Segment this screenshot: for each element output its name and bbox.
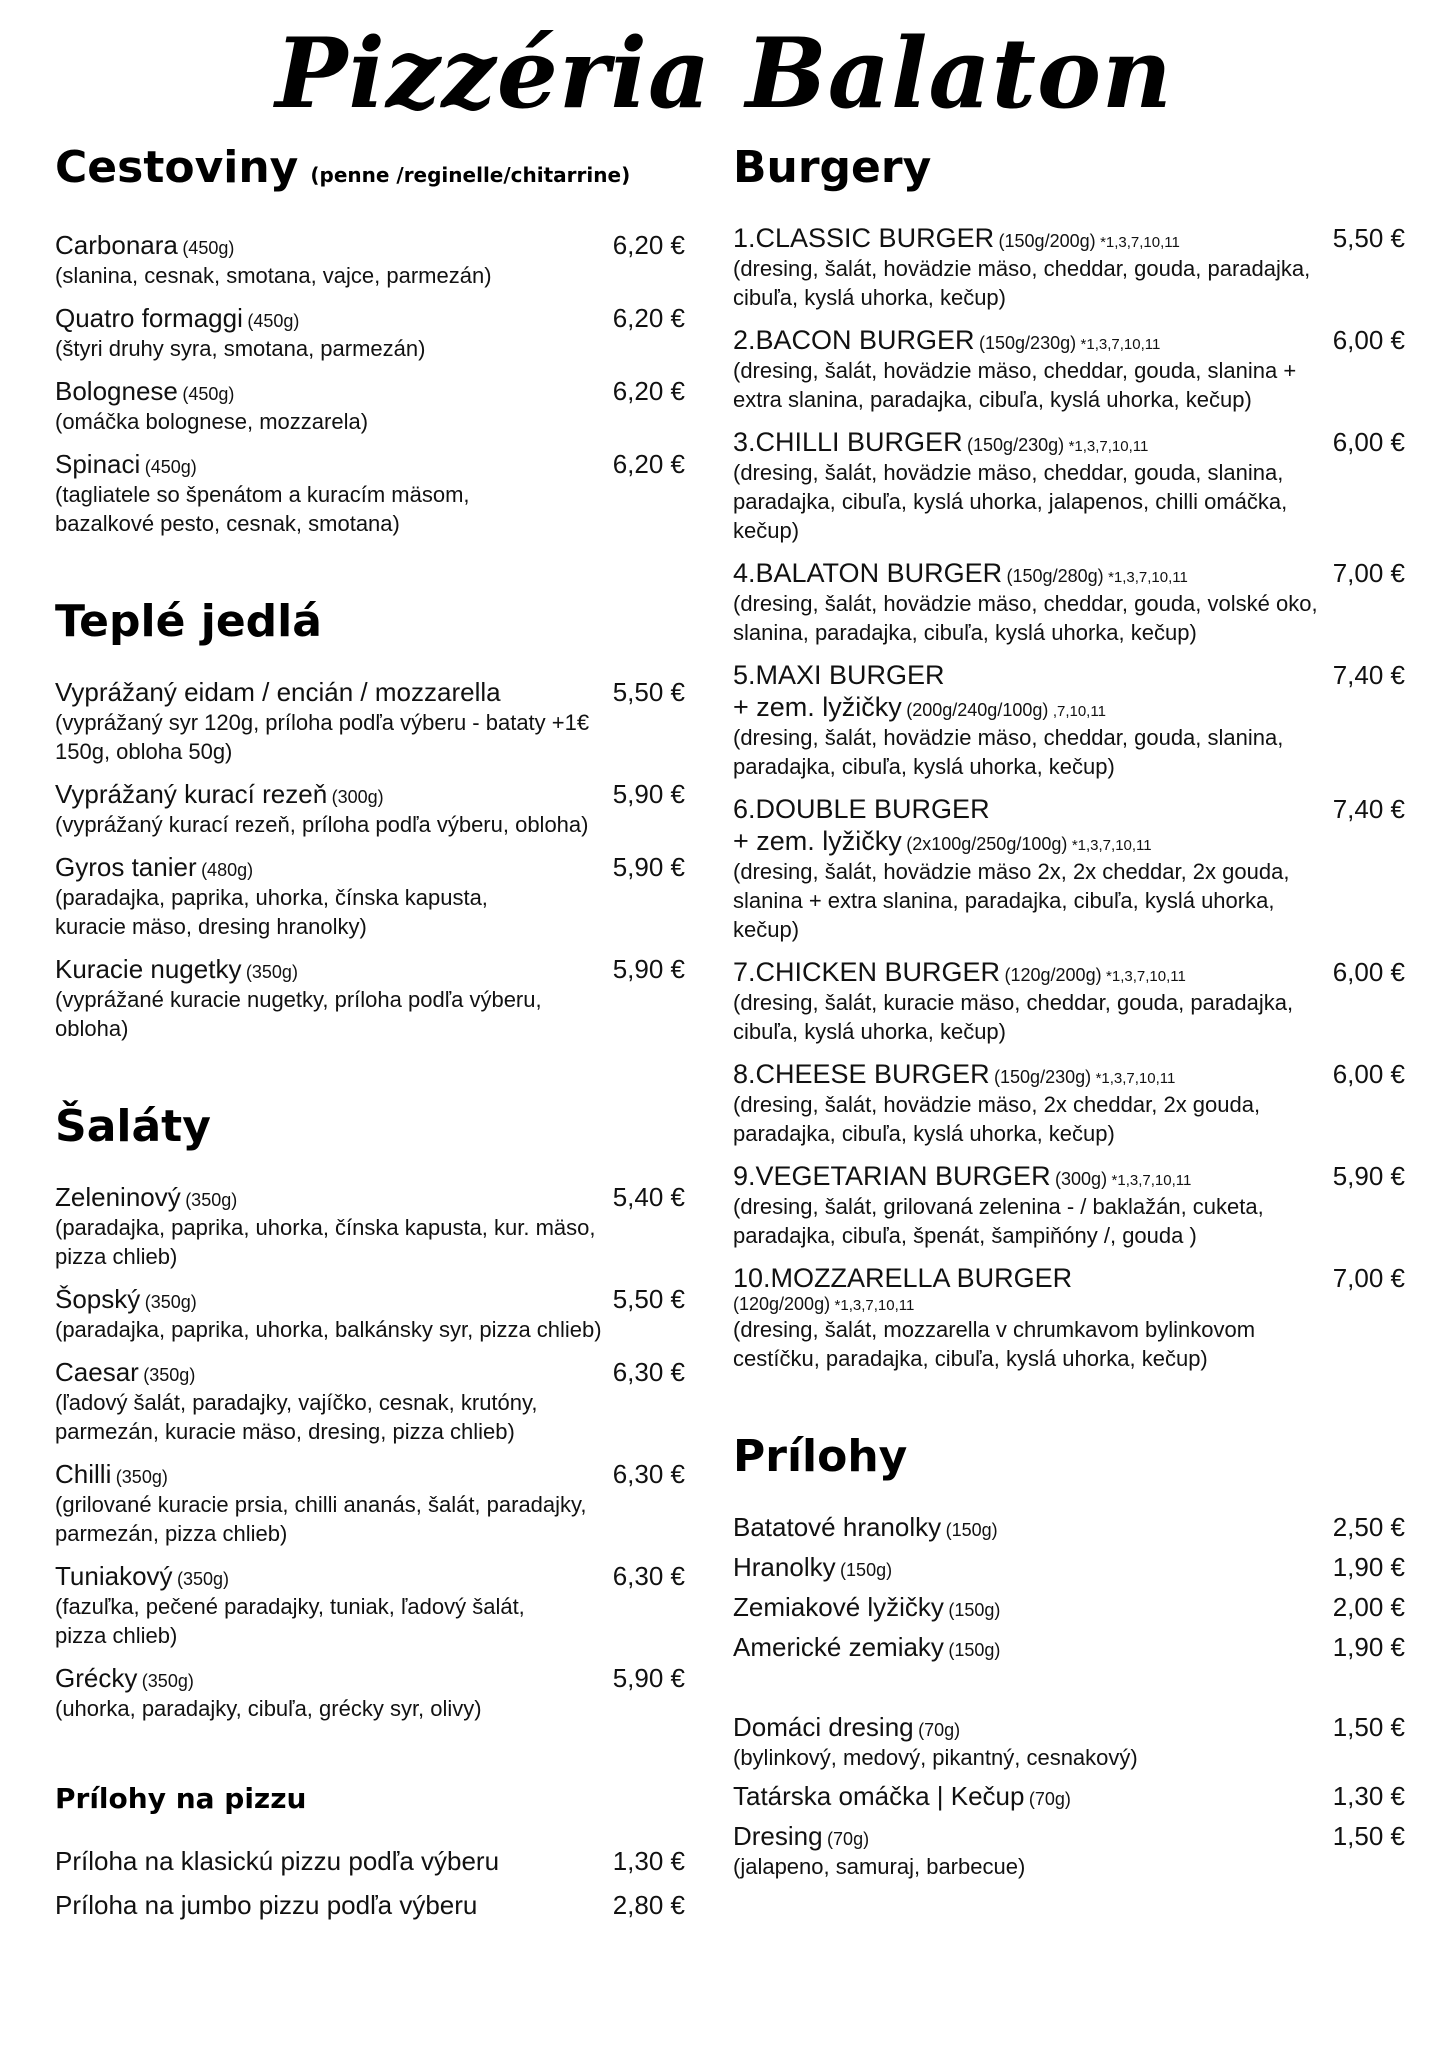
menu-item-extra: + zem. lyžičky (733, 826, 902, 856)
menu-item-name: Carbonara (55, 230, 178, 260)
menu-item (733, 1820, 1405, 1881)
menu-item-weight: (350g) (177, 1569, 230, 1589)
menu-item-title (55, 1662, 194, 1694)
menu-item (733, 1058, 1405, 1148)
menu-item-name: 4.BALATON BURGER (733, 558, 1003, 588)
menu-item-name: Príloha na klasickú pizzu podľa výberu (55, 1846, 500, 1876)
menu-item-description: (dresing, šalát, mozzarella v chrumkavom bylinkovom cestíčku, paradajka, cibuľa, kyslá uhorka, kečup) (733, 1317, 1256, 1371)
menu-item-name: Hranolky (733, 1552, 836, 1582)
menu-item (733, 1511, 1405, 1543)
menu-item-weight: (2x100g/250g/100g) (906, 834, 1068, 854)
menu-item (733, 222, 1405, 312)
section-heading: Šaláty (55, 1101, 211, 1152)
menu-item-price: 5,50 € (612, 1284, 685, 1314)
menu-item-price: 6,20 € (612, 449, 685, 479)
menu-item-price: 6,30 € (612, 1357, 685, 1387)
menu-item-price: 5,50 € (612, 677, 685, 707)
menu-list (55, 229, 685, 538)
menu-item-description: (slanina, cesnak, smotana, vajce, parmezán) (55, 263, 492, 288)
menu-item-weight: (350g) (115, 1467, 168, 1487)
menu-item-weight: (70g) (827, 1829, 870, 1849)
menu-item-allergens: *1,3,7,10,11 (1100, 234, 1180, 251)
restaurant-title: Pizzéria Balaton (275, 17, 1173, 130)
menu-item (733, 1160, 1405, 1250)
menu-item-weight: (150g) (840, 1560, 893, 1580)
menu-item-description: (grilované kuracie prsia, chilli ananás, šalát, paradajky, parmezán, pizza chlieb) (55, 1492, 587, 1546)
menu-item-price: 7,40 € (1332, 660, 1405, 690)
menu-item-description: (omáčka bolognese, mozzarela) (55, 409, 369, 434)
menu-item-weight: (150g/230g) (967, 435, 1065, 455)
menu-item-weight: (350g) (185, 1190, 238, 1210)
menu-item-title (733, 1551, 892, 1583)
menu-item-price: 5,90 € (612, 1663, 685, 1693)
menu-item-allergens: *1,3,7,10,11 (1106, 968, 1186, 985)
section-heading (55, 140, 685, 203)
menu-item-weight: (120g/200g) (733, 1294, 831, 1314)
menu-item-title (55, 1560, 229, 1592)
menu-item-title (55, 851, 253, 883)
menu-item-title (55, 448, 197, 480)
menu-item-description: (paradajka, paprika, uhorka, čínska kapusta, kur. mäso, pizza chlieb) (55, 1215, 596, 1269)
menu-item-name: 6.DOUBLE BURGER (733, 794, 990, 824)
menu-item-name: Caesar (55, 1357, 139, 1387)
menu-item (55, 375, 685, 436)
menu-item (733, 793, 1405, 944)
menu-item-description: (dresing, šalát, kuracie mäso, cheddar, gouda, paradajka, cibuľa, kyslá uhorka, kečup) (733, 990, 1294, 1044)
menu-item (733, 1780, 1405, 1812)
menu-item-price: 6,30 € (612, 1561, 685, 1591)
menu-item-description: (dresing, šalát, hovädzie mäso 2x, 2x cheddar, 2x gouda, slanina + extra slanina, paradajka, cibuľa, kyslá uhorka, kečup) (733, 859, 1290, 942)
menu-item-title (55, 676, 501, 708)
menu-item-price: 6,20 € (612, 376, 685, 406)
section-heading: Teplé jedlá (55, 596, 322, 647)
menu-item-allergens: *1,3,7,10,11 (1071, 837, 1152, 854)
menu-item-allergens: *1,3,7,10,11 (1068, 438, 1149, 455)
menu-item-name: 8.CHEESE BURGER (733, 1059, 990, 1089)
menu-item-description: (dresing, šalát, hovädzie mäso, cheddar, gouda, slanina + extra slanina, paradajka, cibuľa, kyslá uhorka, kečup) (733, 358, 1297, 412)
left-column (55, 140, 685, 1977)
menu-item-name: Spinaci (55, 449, 141, 479)
menu-item (733, 1711, 1405, 1772)
menu-item-row (55, 953, 685, 985)
menu-item-allergens: *1,3,7,10,11 (1108, 569, 1188, 586)
menu-item-subline (733, 1294, 1405, 1315)
menu-item (55, 1458, 685, 1548)
menu-item-row (55, 778, 685, 810)
menu-item-subline (733, 691, 1405, 723)
section-burgery (733, 140, 1405, 1373)
menu-item-name: 5.MAXI BURGER (733, 660, 945, 690)
menu-item-price: 2,50 € (1332, 1512, 1405, 1542)
menu-item-title (55, 1889, 477, 1921)
menu-item-name: Tatárska omáčka | Kečup (733, 1781, 1025, 1811)
menu-item (733, 956, 1405, 1046)
menu-item-description: (tagliatele so špenátom a kuracím mäsom, bazalkové pesto, cesnak, smotana) (55, 482, 470, 536)
menu-item (733, 1262, 1405, 1373)
menu-item-title (55, 1283, 197, 1315)
menu-item-row (733, 1820, 1405, 1852)
menu-list (733, 222, 1405, 1373)
menu-item-price: 5,90 € (612, 852, 685, 882)
menu-item-weight: (300g) (331, 787, 384, 807)
menu-item-price: 1,90 € (1332, 1552, 1405, 1582)
menu-item-description: (ľadový šalát, paradajky, vajíčko, cesnak, krutóny, parmezán, kuracie mäso, dresing, pizza chlieb) (55, 1390, 538, 1444)
menu-item-name: Batatové hranolky (733, 1512, 942, 1542)
menu-item-price: 5,90 € (612, 779, 685, 809)
menu-item-row (733, 1058, 1405, 1090)
menu-item-price: 2,80 € (612, 1890, 685, 1920)
menu-item (55, 676, 685, 766)
menu-item-title (733, 222, 1180, 254)
menu-item-title (55, 778, 384, 810)
menu-item-weight: (150g/280g) (1006, 566, 1104, 586)
menu-item-price: 5,50 € (1332, 223, 1405, 253)
menu-item (55, 229, 685, 290)
menu-item-description: (paradajka, paprika, uhorka, čínska kapusta, kuracie mäso, dresing hranolky) (55, 885, 488, 939)
heading-note: (penne /reginelle/chitarrine) (310, 163, 631, 187)
menu-item-name: 10.MOZZARELLA BURGER (733, 1263, 1073, 1293)
menu-item-price: 1,30 € (1332, 1781, 1405, 1811)
section-teple-jedla (55, 594, 685, 1043)
menu-item-title (733, 1711, 960, 1743)
menu-item-weight: (150g/230g) (979, 333, 1077, 353)
menu-item (55, 1662, 685, 1723)
menu-item (733, 1631, 1405, 1663)
menu-item-allergens: *1,3,7,10,11 (1080, 336, 1161, 353)
menu-item-weight: (450g) (182, 238, 235, 258)
menu-item (55, 1560, 685, 1650)
menu-item-title (733, 1262, 1072, 1294)
menu-item-name: Americké zemiaky (733, 1632, 944, 1662)
menu-item-row (55, 229, 685, 261)
menu-item-title (733, 793, 990, 825)
menu-item-name: Quatro formaggi (55, 303, 243, 333)
right-column (733, 140, 1405, 1937)
menu-item-weight: (450g) (247, 311, 300, 331)
menu-item-title (733, 1591, 1000, 1623)
menu-item-name: Dresing (733, 1821, 823, 1851)
menu-item-row (55, 1356, 685, 1388)
menu-item-subline (733, 825, 1405, 857)
menu-item-allergens: *1,3,7,10,11 (1095, 1070, 1176, 1087)
menu-item-title (733, 1058, 1175, 1090)
menu-item-weight: (70g) (918, 1720, 961, 1740)
menu-item-price: 1,90 € (1332, 1632, 1405, 1662)
menu-item-description: (štyri druhy syra, smotana, parmezán) (55, 336, 426, 361)
menu-item-description: (uhorka, paradajky, cibuľa, grécky syr, olivy) (55, 1696, 482, 1721)
menu-item-row (733, 956, 1405, 988)
menu-item-name: 1.CLASSIC BURGER (733, 223, 995, 253)
menu-item-row (733, 1711, 1405, 1743)
menu-item-name: Grécky (55, 1663, 138, 1693)
menu-item (55, 1356, 685, 1446)
menu-item-title (733, 1820, 869, 1852)
menu-list (55, 1845, 685, 1921)
menu-item-weight: (300g) (1055, 1169, 1108, 1189)
menu-item-row (733, 1780, 1405, 1812)
menu-item-title (55, 302, 299, 334)
menu-item-extra: + zem. lyžičky (733, 692, 902, 722)
menu-item-price: 5,90 € (612, 954, 685, 984)
menu-item-name: Vyprážaný kurací rezeň (55, 779, 328, 809)
menu-item-name: Chilli (55, 1459, 112, 1489)
menu-item-description: (jalapeno, samuraj, barbecue) (733, 1854, 1026, 1879)
menu-item-price: 2,00 € (1332, 1592, 1405, 1622)
section-heading: Burgery (733, 142, 932, 193)
menu-item-description: (paradajka, paprika, uhorka, balkánsky syr, pizza chlieb) (55, 1317, 602, 1342)
menu-item-weight: (120g/200g) (1004, 965, 1102, 985)
menu-item-weight: (450g) (144, 457, 197, 477)
menu-item-title (733, 324, 1160, 356)
menu-item-row (733, 222, 1405, 254)
menu-item-title (55, 1845, 499, 1877)
menu-item-price: 5,40 € (612, 1182, 685, 1212)
menu-item-row (733, 324, 1405, 356)
menu-list (733, 1711, 1405, 1881)
menu-item-row (55, 302, 685, 334)
menu-item (733, 426, 1405, 545)
menu-item (55, 851, 685, 941)
section-salaty (55, 1099, 685, 1723)
menu-item-description: (dresing, šalát, hovädzie mäso, cheddar, gouda, volské oko, slanina, paradajka, cibuľa, kyslá uhorka, kečup) (733, 591, 1318, 645)
menu-item-row (733, 1262, 1405, 1294)
menu-item-row (55, 851, 685, 883)
menu-item-weight: (480g) (201, 860, 254, 880)
menu-item-row (55, 1283, 685, 1315)
menu-item-price: 6,20 € (612, 230, 685, 260)
menu-item-name: Kuracie nugetky (55, 954, 242, 984)
menu-item-title (733, 1780, 1071, 1812)
menu-item-price: 7,00 € (1332, 1263, 1405, 1293)
menu-item-row (55, 1458, 685, 1490)
menu-item-description: (vyprážaný syr 120g, príloha podľa výberu - bataty +1€ 150g, obloha 50g) (55, 710, 590, 764)
menu-item-price: 6,00 € (1332, 427, 1405, 457)
menu-item-allergens: *1,3,7,10,11 (834, 1297, 915, 1314)
menu-item-description: (dresing, šalát, grilovaná zelenina - / baklažán, cuketa, paradajka, cibuľa, špenát, šampiňóny /, gouda ) (733, 1194, 1264, 1248)
menu-item-weight: (70g) (1028, 1789, 1071, 1809)
menu-item-title (733, 557, 1188, 589)
menu-item-name: Domáci dresing (733, 1712, 914, 1742)
section-cestoviny (55, 140, 685, 538)
menu-item-description: (dresing, šalát, hovädzie mäso, cheddar, gouda, slanina, paradajka, cibuľa, kyslá uhorka, kečup) (733, 725, 1284, 779)
menu-item-name: Príloha na jumbo pizzu podľa výberu (55, 1890, 478, 1920)
section-prilohy-na-pizzu (55, 1779, 685, 1921)
menu-item-row (733, 1631, 1405, 1663)
menu-item-description: (vyprážané kuracie nugetky, príloha podľa výberu, obloha) (55, 987, 542, 1041)
menu-item-price: 6,00 € (1332, 957, 1405, 987)
menu-item-description: (vyprážaný kurací rezeň, príloha podľa výberu, obloha) (55, 812, 589, 837)
menu-item (55, 448, 685, 538)
menu-item-price: 7,00 € (1332, 558, 1405, 588)
menu-item-weight: (200g/240g/100g) (906, 700, 1049, 720)
menu-item-description: (dresing, šalát, hovädzie mäso, cheddar, gouda, slanina, paradajka, cibuľa, kyslá uhorka, jalapenos, chilli omáčka, kečup) (733, 460, 1288, 543)
menu-item (55, 1845, 685, 1877)
section-heading: Prílohy (733, 1431, 908, 1482)
menu-item-title (733, 1160, 1191, 1192)
menu-item-row (733, 1511, 1405, 1543)
menu-item-row (55, 676, 685, 708)
menu-item-name: Bolognese (55, 376, 178, 406)
menu-item-row (733, 1160, 1405, 1192)
menu-item-name: Tuniakový (55, 1561, 173, 1591)
menu-item-row (733, 1551, 1405, 1583)
menu-item-price: 5,90 € (1332, 1161, 1405, 1191)
section-prilohy (733, 1429, 1405, 1881)
menu-item-name: 2.BACON BURGER (733, 325, 975, 355)
section-heading: Prílohy na pizzu (55, 1782, 307, 1815)
menu-item-description: (fazuľka, pečené paradajky, tuniak, ľadový šalát, pizza chlieb) (55, 1594, 525, 1648)
menu-item-title (55, 375, 234, 407)
menu-item-title (733, 956, 1186, 988)
menu-item-weight: (350g) (141, 1671, 194, 1691)
menu-item-name: Gyros tanier (55, 852, 197, 882)
menu-item-price: 1,50 € (1332, 1712, 1405, 1742)
menu-item-name: 3.CHILLI BURGER (733, 427, 963, 457)
menu-list (55, 676, 685, 1043)
menu-list (733, 1511, 1405, 1663)
menu-item-price: 6,00 € (1332, 325, 1405, 355)
menu-item-row (733, 793, 1405, 825)
menu-item-price: 1,50 € (1332, 1821, 1405, 1851)
menu-item-name: 9.VEGETARIAN BURGER (733, 1161, 1051, 1191)
menu-list (55, 1181, 685, 1723)
menu-item-name: 7.CHICKEN BURGER (733, 957, 1001, 987)
spacer (733, 1671, 1405, 1711)
menu-item-weight: (150g) (945, 1520, 998, 1540)
menu-item-title (733, 426, 1148, 458)
menu-item-row (55, 1662, 685, 1694)
menu-item-row (55, 375, 685, 407)
menu-item (733, 557, 1405, 647)
menu-item (55, 778, 685, 839)
menu-item-description: (bylinkový, medový, pikantný, cesnakový) (733, 1745, 1138, 1770)
menu-item-title (55, 1356, 195, 1388)
menu-item-price: 7,40 € (1332, 794, 1405, 824)
menu-item (733, 1551, 1405, 1583)
menu-item-price: 6,20 € (612, 303, 685, 333)
menu-item-weight: (150g) (948, 1600, 1001, 1620)
menu-item-title (55, 1181, 237, 1213)
menu-item-weight: (450g) (182, 384, 235, 404)
menu-item (55, 1181, 685, 1271)
heading-text: Cestoviny (55, 142, 299, 193)
menu-item-price: 6,30 € (612, 1459, 685, 1489)
menu-item (55, 1283, 685, 1344)
menu-item (55, 1889, 685, 1921)
menu-item-title (55, 953, 298, 985)
menu-item (733, 324, 1405, 414)
menu-item-weight: (350g) (143, 1365, 196, 1385)
menu-item-weight: (350g) (245, 962, 298, 982)
menu-item-description: (dresing, šalát, hovädzie mäso, cheddar, gouda, paradajka, cibuľa, kyslá uhorka, kečup) (733, 256, 1311, 310)
menu-item-title (733, 1511, 998, 1543)
menu-item (55, 302, 685, 363)
menu-item-weight: (350g) (144, 1292, 197, 1312)
menu-item-row (55, 1889, 685, 1921)
menu-item-title (55, 229, 234, 261)
menu-item-name: Šopský (55, 1284, 141, 1314)
menu-item-row (55, 1560, 685, 1592)
menu-item-row (733, 557, 1405, 589)
menu-item-row (55, 1845, 685, 1877)
menu-item-row (55, 448, 685, 480)
menu-item-description: (dresing, šalát, hovädzie mäso, 2x cheddar, 2x gouda, paradajka, cibuľa, kyslá uhorka, kečup) (733, 1092, 1261, 1146)
menu-item-price: 6,00 € (1332, 1059, 1405, 1089)
menu-item (733, 1591, 1405, 1623)
menu-item-title (733, 1631, 1000, 1663)
menu-item-price: 1,30 € (612, 1846, 685, 1876)
menu-item (733, 659, 1405, 781)
menu-item-name: Zemiakové lyžičky (733, 1592, 944, 1622)
menu-item-row (733, 659, 1405, 691)
menu-item-title (733, 659, 945, 691)
menu-item-row (55, 1181, 685, 1213)
menu-item-weight: (150g/230g) (994, 1067, 1092, 1087)
menu-item-row (733, 1591, 1405, 1623)
menu-item-allergens: *1,3,7,10,11 (1111, 1172, 1192, 1189)
menu-item (55, 953, 685, 1043)
menu-item-title (55, 1458, 168, 1490)
menu-item-weight: (150g) (948, 1640, 1001, 1660)
menu-item-row (733, 426, 1405, 458)
menu-item-name: Vyprážaný eidam / encián / mozzarella (55, 677, 501, 707)
menu-item-weight: (150g/200g) (998, 231, 1096, 251)
menu-item-name: Zeleninový (55, 1182, 181, 1212)
menu-item-allergens: ,7,10,11 (1052, 703, 1106, 720)
